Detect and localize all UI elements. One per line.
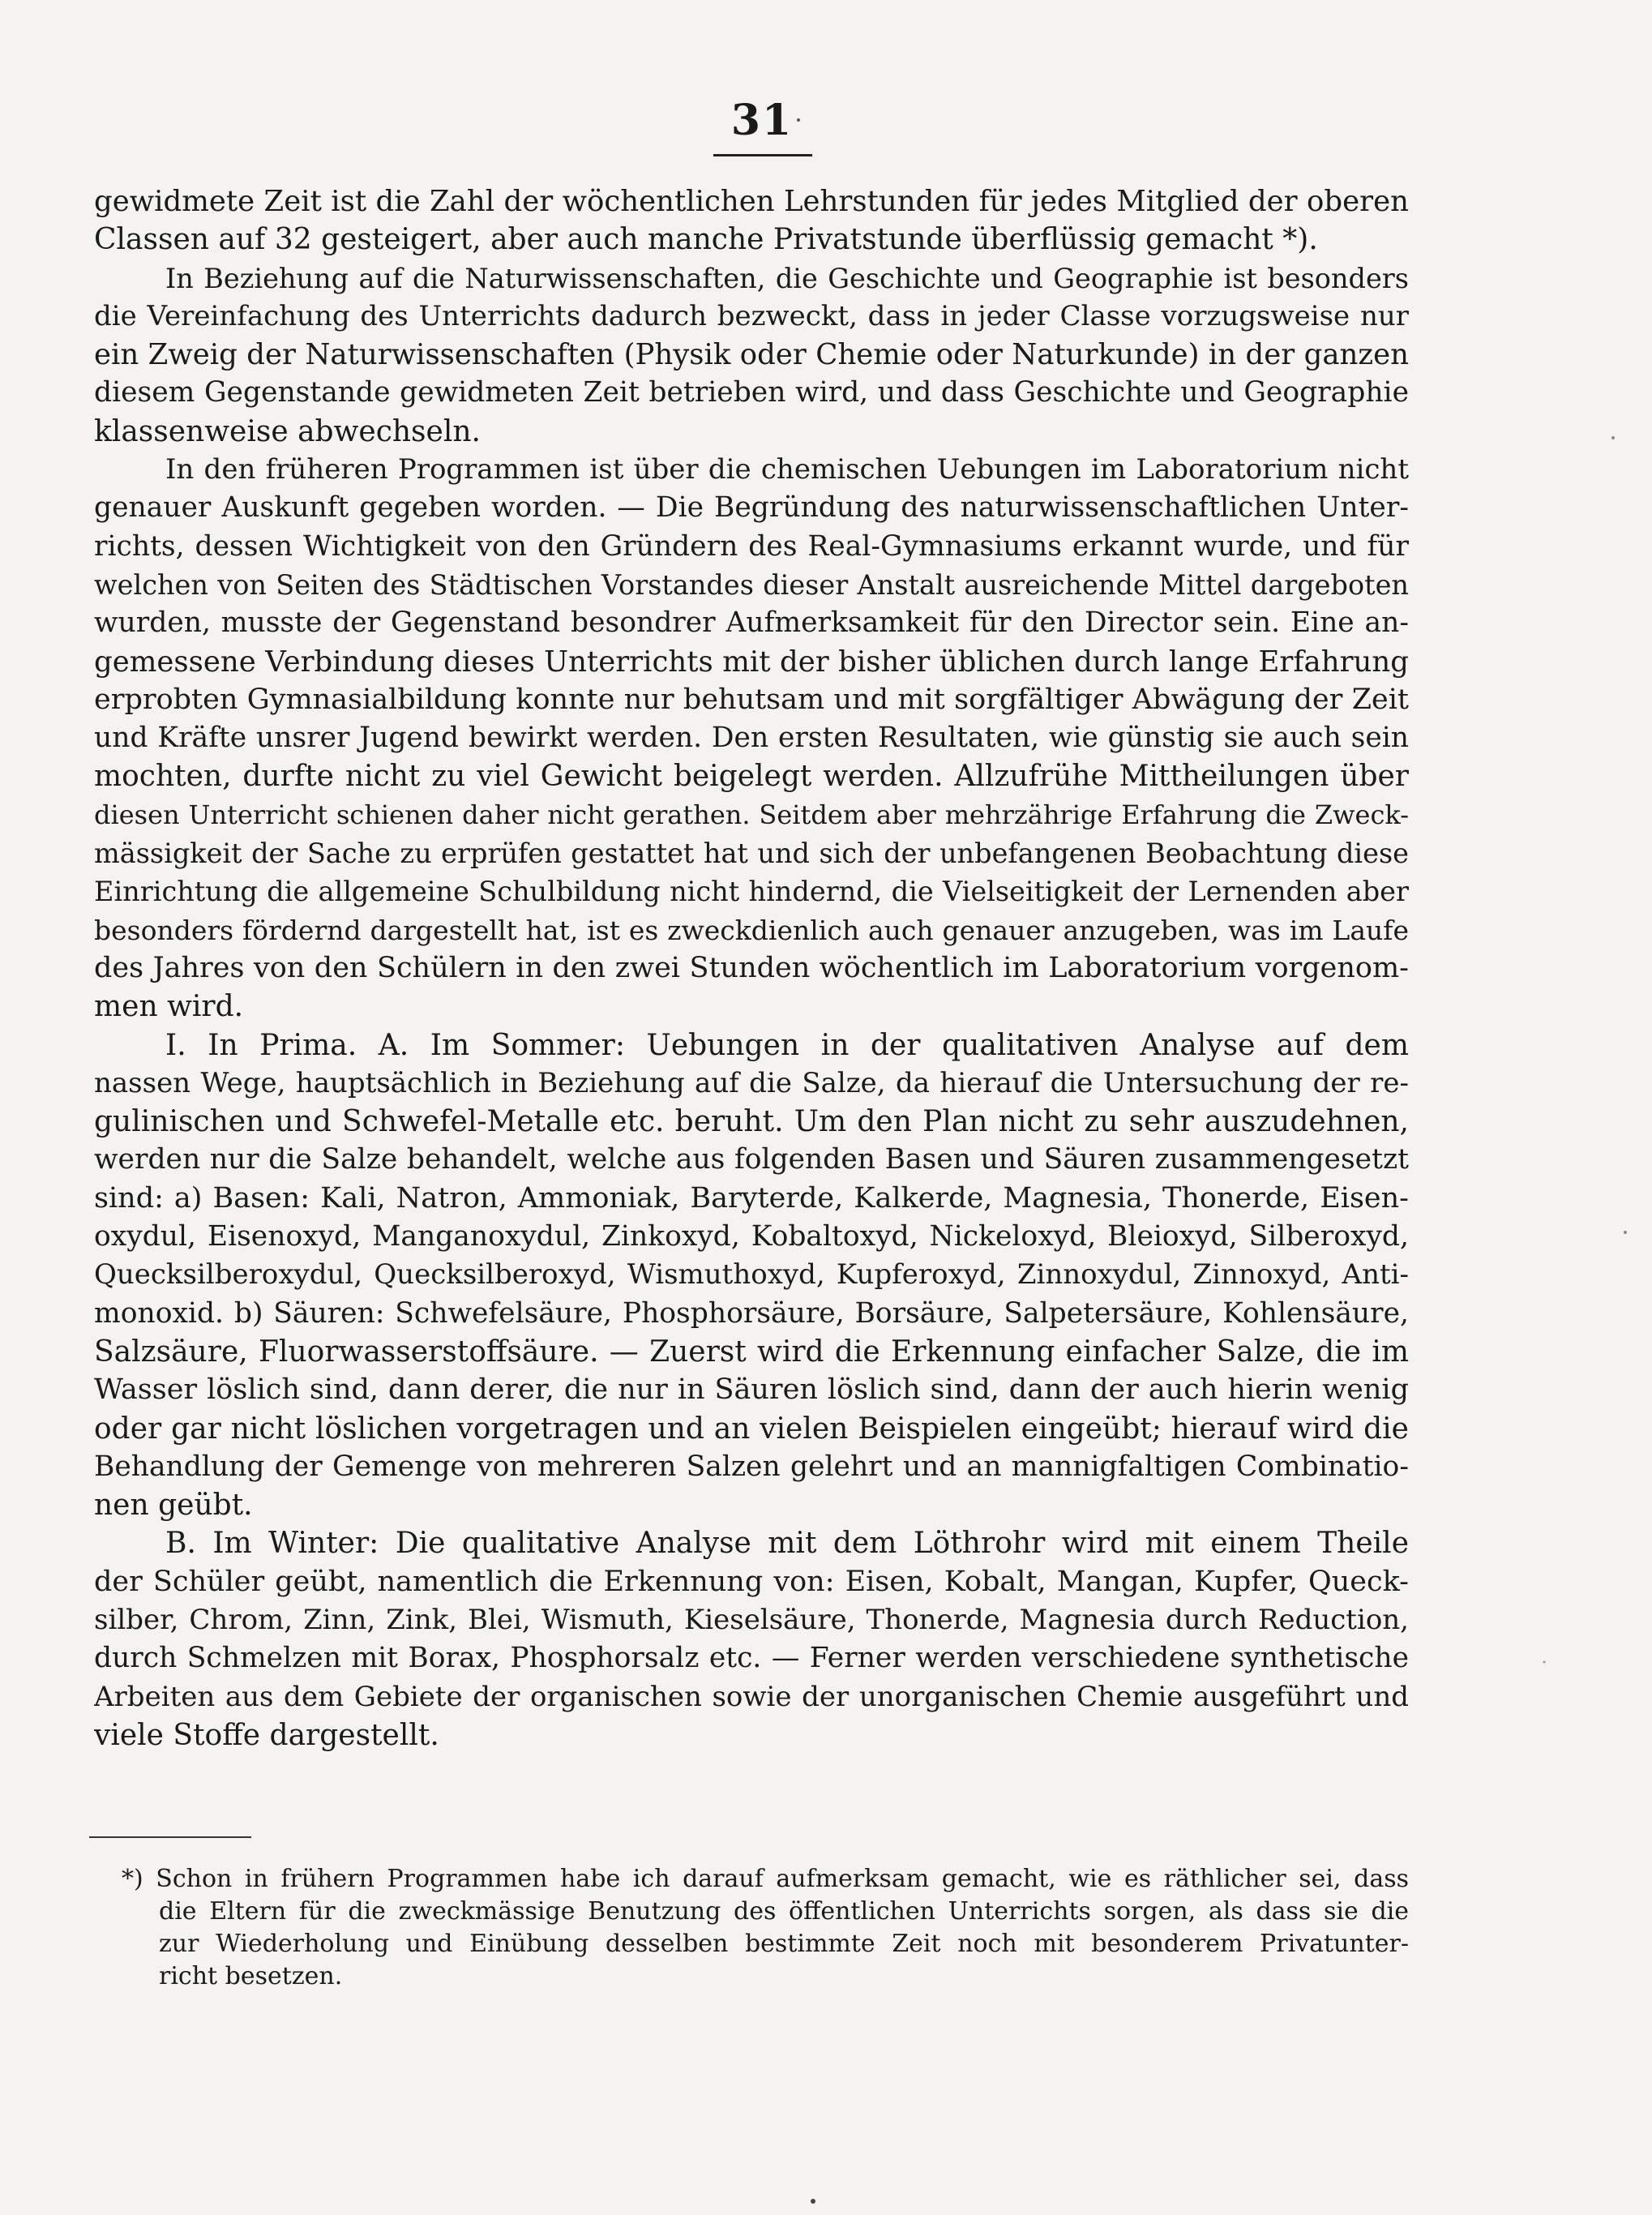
text-line: In Beziehung auf die Naturwissenschaften, die Geschichte und Geographie ist besonders <box>165 262 1409 294</box>
speck <box>1611 436 1615 439</box>
text-line: besonders fördernd dargestellt hat, ist es zweckdienlich auch genauer anzugeben, was im Laufe <box>94 914 1409 946</box>
speck <box>811 2199 815 2204</box>
speck <box>1624 1231 1627 1234</box>
text-line: diesen Unterricht schienen daher nicht gerathen. Seitdem aber mehrzährige Erfahrung die Zweck- <box>94 799 1409 830</box>
text-line: Behandlung der Gemenge von mehreren Salzen gelehrt und an mannigfaltigen Combinatio- <box>94 1450 1409 1483</box>
text-line: silber, Chrom, Zinn, Zink, Blei, Wismuth, Kieselsäure, Thonerde, Magnesia durch Reduction, <box>94 1603 1409 1636</box>
footnote-line: die Eltern für die zweckmässige Benutzung des öffentlichen Unterrichts sorgen, als dass sie die <box>159 1897 1409 1926</box>
text-line: welchen von Seiten des Städtischen Vorstandes dieser Anstalt ausreichende Mittel dargeboten <box>94 568 1409 601</box>
text-line: der Schüler geübt, namentlich die Erkennung von: Eisen, Kobalt, Mangan, Kupfer, Queck- <box>94 1565 1409 1598</box>
text-line: nassen Wege, hauptsächlich in Beziehung auf die Salze, da hierauf die Untersuchung der re- <box>94 1066 1409 1099</box>
text-line: oxydul, Eisenoxyd, Manganoxydul, Zinkoxyd, Kobaltoxyd, Nickeloxyd, Bleioxyd, Silberoxyd, <box>94 1220 1409 1253</box>
text-line: B. Im Winter: Die qualitative Analyse mit dem Löthrohr wird mit einem Theile <box>165 1527 1409 1561</box>
text-line: durch Schmelzen mit Borax, Phosphorsalz etc. — Ferner werden verschiedene synthetische <box>94 1642 1409 1675</box>
text-line: Quecksilberoxydul, Quecksilberoxyd, Wismuthoxyd, Kupferoxyd, Zinnoxydul, Zinnoxyd, Anti- <box>94 1258 1409 1292</box>
page-number: 31 <box>730 96 794 145</box>
footnote-line: richt besetzen. <box>159 1962 343 1990</box>
text-line: diesem Gegenstande gewidmeten Zeit betrieben wird, und dass Geschichte und Geographie <box>94 376 1409 409</box>
text-line: gemessene Verbindung dieses Unterrichts mit der bisher üblichen durch lange Erfahrung <box>94 645 1409 679</box>
text-line: sind: a) Basen: Kali, Natron, Ammoniak, Baryterde, Kalkerde, Magnesia, Thonerde, Eisen- <box>94 1181 1409 1215</box>
text-line: mochten, durfte nicht zu viel Gewicht beigelegt werden. Allzufrühe Mittheilungen über <box>94 760 1409 794</box>
text-line: erprobten Gymnasialbildung konnte nur behutsam und mit sorgfältiger Abwägung der Zeit <box>94 683 1409 716</box>
text-line: Classen auf 32 gesteigert, aber auch manche Privatstunde überflüssig gemacht *). <box>94 223 1318 257</box>
text-line: wurden, musste der Gegenstand besondrer Aufmerksamkeit für den Director sein. Eine an- <box>94 606 1409 640</box>
text-line: mässigkeit der Sache zu erprüfen gestattet hat und sich der unbefangenen Beobachtung diese <box>94 838 1409 870</box>
text-line: In den früheren Programmen ist über die chemischen Uebungen im Laboratorium nicht <box>165 453 1409 486</box>
speck <box>797 118 800 122</box>
text-line: und Kräfte unsrer Jugend bewirkt werden. Den ersten Resultaten, wie günstig sie auch sein <box>94 722 1409 755</box>
text-line: Einrichtung die allgemeine Schulbildung nicht hindernd, die Vielseitigkeit der Lernenden aber <box>94 876 1409 908</box>
text-line: I. In Prima. A. Im Sommer: Uebungen in der qualitativen Analyse auf dem <box>165 1028 1409 1062</box>
text-line: des Jahres von den Schülern in den zwei Stunden wöchentlich im Laboratorium vorgenom- <box>94 951 1409 984</box>
text-line: richts, dessen Wichtigkeit von den Gründern des Real-Gymnasiums erkannt wurde, und für <box>94 529 1409 563</box>
text-line: nen geübt. <box>94 1489 253 1523</box>
text-line: oder gar nicht löslichen vorgetragen und an vielen Beispielen eingeübt; hierauf wird die <box>94 1412 1409 1446</box>
text-line: klassenweise abwechseln. <box>94 414 481 448</box>
text-line: Wasser löslich sind, dann derer, die nur in Säuren löslich sind, dann der auch hierin wenig <box>94 1373 1409 1407</box>
speck <box>1543 1661 1546 1664</box>
text-line: monoxid. b) Säuren: Schwefelsäure, Phosphorsäure, Borsäure, Salpetersäure, Kohlensäure, <box>94 1296 1409 1330</box>
text-line: viele Stoffe dargestellt. <box>94 1718 439 1752</box>
footnote-line: *) Schon in frühern Programmen habe ich darauf aufmerksam gemacht, wie es räthlicher sei, dass <box>122 1865 1409 1893</box>
text-line: men wird. <box>94 990 244 1024</box>
text-line: gulinischen und Schwefel-Metalle etc. beruht. Um den Plan nicht zu sehr auszudehnen, <box>94 1105 1409 1139</box>
text-line: gewidmete Zeit ist die Zahl der wöchentlichen Lehrstunden für jedes Mitglied der oberen <box>94 185 1409 218</box>
text-line: die Vereinfachung des Unterrichts dadurch bezweckt, dass in jeder Classe vorzugsweise nur <box>94 299 1409 332</box>
text-line: werden nur die Salze behandelt, welche aus folgenden Basen und Säuren zusammengesetzt <box>94 1143 1409 1176</box>
text-line: genauer Auskunft gegeben worden. — Die Begründung des naturwissenschaftlichen Unter- <box>94 491 1409 525</box>
text-line: ein Zweig der Naturwissenschaften (Physik oder Chemie oder Naturkunde) in der ganzen <box>94 338 1409 372</box>
footnote-line: zur Wiederholung und Einübung desselben bestimmte Zeit noch mit besonderem Privatunter- <box>159 1930 1409 1958</box>
text-line: Salzsäure, Fluorwasserstoffsäure. — Zuerst wird die Erkennung einfacher Salze, die im <box>94 1335 1409 1369</box>
text-line: Arbeiten aus dem Gebiete der organischen sowie der unorganischen Chemie ausgeführt und <box>94 1680 1409 1713</box>
